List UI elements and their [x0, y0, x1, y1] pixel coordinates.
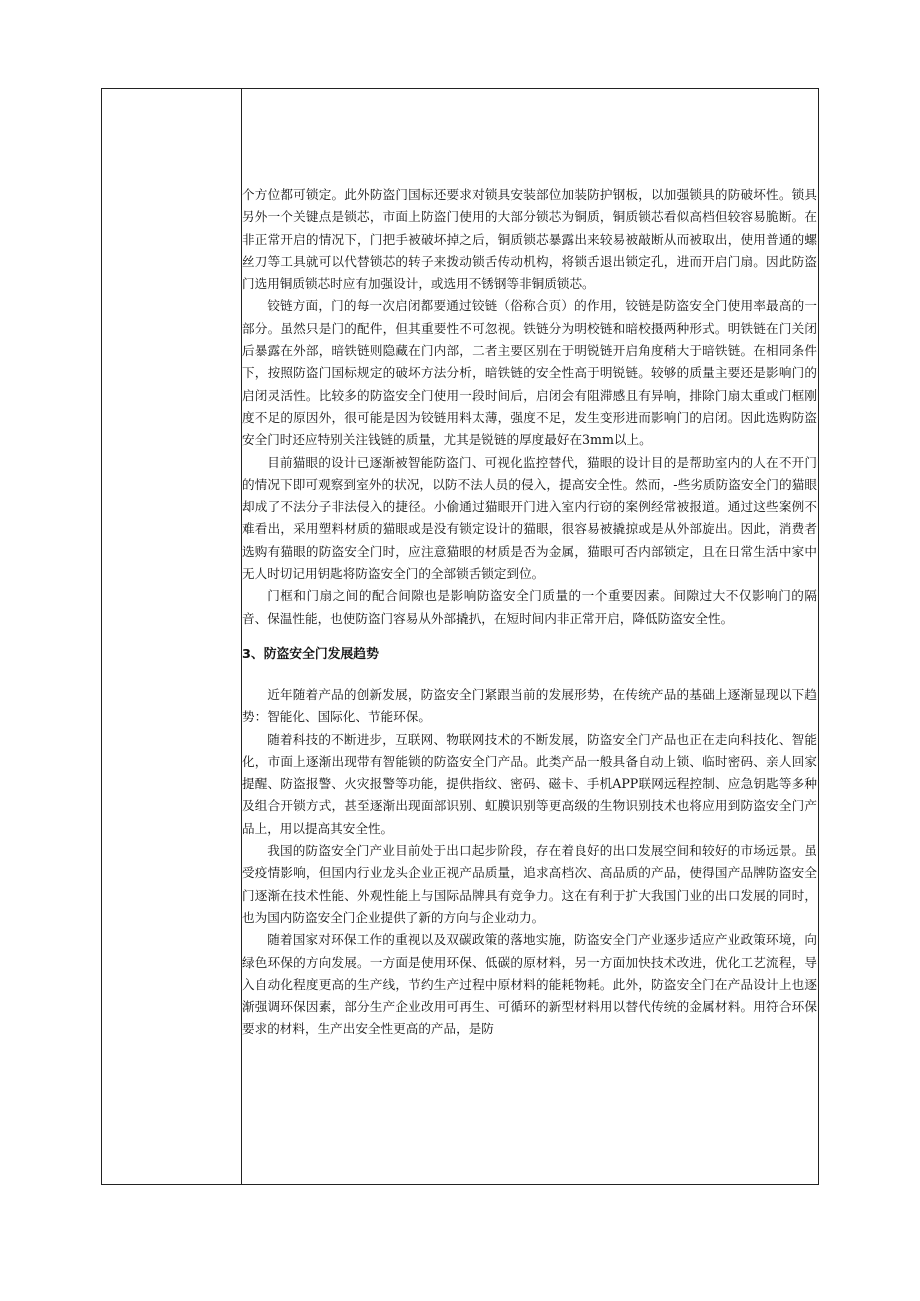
paragraph-group-after [242, 684, 818, 1041]
paragraph: 铰链方面，门的每一次启闭都要通过铰链（俗称合页）的作用，铰链是防盗安全门使用率最高的一部分。虽然只是门的配件，但其重要性不可忽视。铁链分为明校链和暗校摄两种形式。明铁链在门关闭后暴露在外部，暗铁链则隐藏在门内部，二者主要区别在于明锐链开启角度稍大于暗铁链。在相同条件下，按照防盗门国标规定的破坏方法分析，暗铁链的安全性高于明锐链。较够的质量主要还是影响门的启闭灵活性。比较多的防盗安全门使用一段时间后，启闭会有阻滞感且有异响，排除门扇太重或门框刚度不足的原因外，很可能是因为铰链用料太薄，强度不足，发生变形进而影响门的启闭。因此选购防盗安全门时还应特别关注钱链的质量，尤其是锐链的厚度最好在3mm以上。 [242, 298, 817, 448]
paragraph: 目前猫眼的设计已逐渐被智能防盗门、可视化监控替代，猫眼的设计目的是帮助室内的人在不开门的情况下即可观察到室外的状况，以防不法人员的侵入，提高安全性。然而，-些劣质防盗安全门的猫眼却成了不法分子非法侵入的捷径。小偷通过猫眼开门进入室内行窃的案例经常被报道。通过这些案例不难看出，采用塑料材质的猫眼或是没有锁定设计的猫眼，很容易被撬掠或是从外部旋出。因此，消费者选购有猫眼的防盗安全门时，应注意猫眼的材质是否为金属，猫眼可否内部锁定，且在日常生活中家中无人时切记用钥匙将防盗安全门的全部锁舌锁定到位。 [242, 454, 817, 582]
paragraph: 随着科技的不断进步，互联网、物联网技术的不断发展，防盗安全门产品也正在走向科技化、智能化，市面上逐渐出现带有智能锁的防盗安全门产品。此类产品一般具备自动上锁、临时密码、亲人回家提醒、防盗报警、火灾报警等功能，提供指纹、密码、磁卡、手机APP联网远程控制、应急钥匙等多种及组合开锁方式，甚至逐渐出现面部识别、虹膜识别等更高级的生物识别技术也将应用到防盗安全门产品上，用以提高其安全性。 [242, 731, 817, 836]
section-heading: 3、防盗安全门发展趋势 [242, 646, 379, 662]
paragraph: 个方位都可锁定。此外防盗门国标还要求对锁具安装部位加装防护钢板，以加强锁具的防破坏性。锁具另外一个关键点是锁芯，市面上防盗门使用的大部分锁芯为铜质，铜质锁芯看似高档但较容易脆断。在非正常开启的情况下，门把手被破坏掉之后，铜质锁芯暴露出来较易被敲断从而被取出，使用普通的螺丝刀等工具就可以代替锁芯的转子来拨动锁舌传动机构，将锁舌退出锁定孔，进而开启门扇。因此防盗门选用铜质锁芯时应有加强设计，或选用不锈钢等非铜质锁芯。 [242, 187, 817, 292]
table-content-cell [242, 89, 818, 1184]
paragraph: 我国的防盗安全门产业目前处于出口起步阶段，存在着良好的出口发展空间和较好的市场远景。虽受疫情影响，但国内行业龙头企业正视产品质量，追求高档次、高品质的产品，使得国产品牌防盗安全门逐渐在技术性能、外观性能上与国际品牌具有竞争力。这在有利于扩大我国门业的出口发展的同时，也为国内防盗安全门企业提供了新的方向与企业动力。 [242, 843, 817, 925]
document-table [101, 88, 819, 1185]
paragraph: 门框和门扇之间的配合间隙也是影响防盗安全门质量的一个重要因素。间隙过大不仅影响门的隔音、保温性能，也使防盗门容易从外部撬扒，在短时间内非正常开启，降低防盗安全性。 [242, 588, 817, 626]
paragraph: 近年随着产品的创新发展，防盗安全门紧跟当前的发展形势，在传统产品的基础上逐渐显现以下趋势：智能化、国际化、节能环保。 [242, 686, 817, 725]
paragraph: 随着国家对环保工作的重视以及双碳政策的落地实施，防盗安全门产业逐步适应产业政策环境，向绿色环保的方向发展。一方面是使用环保、低碳的原材料，另一方面加快技术改进，优化工艺流程，导入自动化程度更高的生产线，节约生产过程中原材料的能耗物耗。此外，防盗安全门在产品设计上也逐渐强调环保因素，部分生产企业改用可再生、可循环的新型材料用以替代传统的金属材料。用符合环保要求的材料，生产出安全性更高的产品，是防 [242, 932, 817, 1037]
table-left-column [102, 89, 242, 1184]
paragraph-group-before [242, 184, 818, 630]
